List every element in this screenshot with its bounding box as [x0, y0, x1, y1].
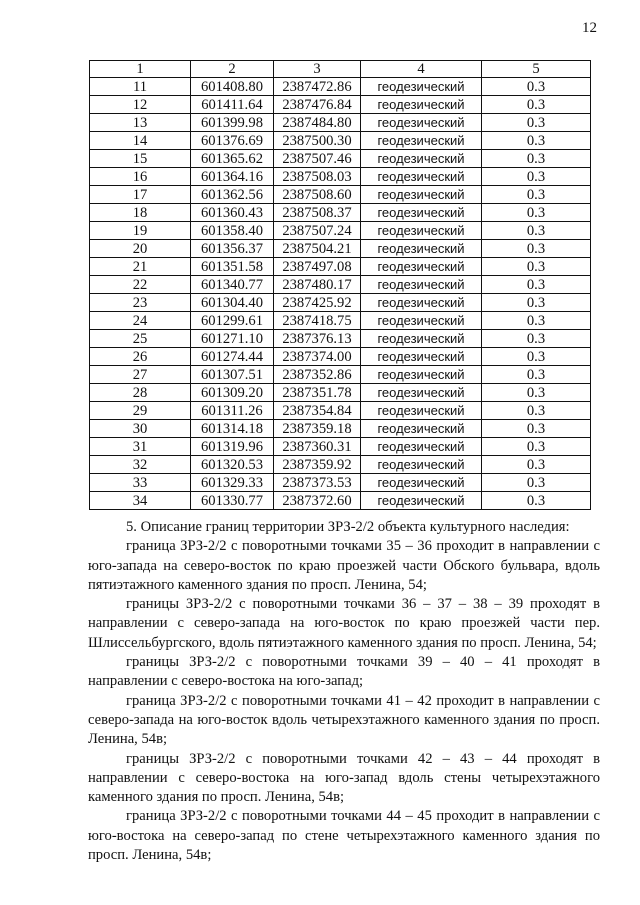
cell-point: 13	[90, 114, 191, 132]
cell-x: 601408.80	[191, 78, 274, 96]
cell-accuracy: 0.3	[482, 474, 591, 492]
cell-accuracy: 0.3	[482, 240, 591, 258]
cell-method: геодезический	[361, 150, 482, 168]
cell-x: 601360.43	[191, 204, 274, 222]
table-row	[90, 240, 591, 258]
paragraph: граница ЗРЗ-2/2 с поворотными точками 35 – 36 проходит в направлении с юго-запада на северо-восток по краю проезжей части Обского бульвара, вдоль пятиэтажного каменного здания по просп. Ленина, 54;	[88, 538, 600, 593]
cell-x: 601329.33	[191, 474, 274, 492]
cell-x: 601319.96	[191, 438, 274, 456]
cell-point: 11	[90, 78, 191, 96]
table-row	[90, 348, 591, 366]
cell-method: геодезический	[361, 312, 482, 330]
cell-accuracy: 0.3	[482, 456, 591, 474]
cell-y: 2387351.78	[274, 384, 361, 402]
cell-method: геодезический	[361, 420, 482, 438]
cell-point: 14	[90, 132, 191, 150]
cell-x: 601311.26	[191, 402, 274, 420]
cell-method: геодезический	[361, 366, 482, 384]
cell-accuracy: 0.3	[482, 366, 591, 384]
cell-point: 22	[90, 276, 191, 294]
cell-y: 2387359.18	[274, 420, 361, 438]
section-text	[88, 518, 600, 865]
cell-point: 28	[90, 384, 191, 402]
table-row	[90, 168, 591, 186]
cell-y: 2387500.30	[274, 132, 361, 150]
cell-point: 25	[90, 330, 191, 348]
cell-y: 2387504.21	[274, 240, 361, 258]
cell-y: 2387352.86	[274, 366, 361, 384]
col-header-x: 2	[191, 61, 274, 78]
page-number: 12	[582, 20, 597, 36]
table-row	[90, 204, 591, 222]
cell-accuracy: 0.3	[482, 258, 591, 276]
cell-x: 601411.64	[191, 96, 274, 114]
cell-point: 34	[90, 492, 191, 510]
cell-x: 601356.37	[191, 240, 274, 258]
cell-method: геодезический	[361, 294, 482, 312]
cell-accuracy: 0.3	[482, 348, 591, 366]
cell-method: геодезический	[361, 456, 482, 474]
table-row	[90, 294, 591, 312]
cell-y: 2387360.31	[274, 438, 361, 456]
cell-y: 2387497.08	[274, 258, 361, 276]
cell-accuracy: 0.3	[482, 132, 591, 150]
table-row	[90, 96, 591, 114]
table-row	[90, 312, 591, 330]
table-row	[90, 186, 591, 204]
cell-point: 31	[90, 438, 191, 456]
paragraph: границы ЗРЗ-2/2 с поворотными точками 36 – 37 – 38 – 39 проходят в направлении с северо-запада на юго-восток по краю проезжей части пер. Шлиссельбургского, вдоль пятиэтажного каменного здания по просп. Ленина, 54;	[88, 596, 600, 651]
cell-point: 15	[90, 150, 191, 168]
cell-point: 27	[90, 366, 191, 384]
cell-accuracy: 0.3	[482, 276, 591, 294]
cell-method: геодезический	[361, 492, 482, 510]
cell-y: 2387508.37	[274, 204, 361, 222]
table-row	[90, 132, 591, 150]
paragraph: граница ЗРЗ-2/2 с поворотными точками 41 – 42 проходит в направлении с северо-запада на юго-восток вдоль четырехэтажного каменного здания по просп. Ленина, 54в;	[88, 692, 600, 748]
cell-accuracy: 0.3	[482, 330, 591, 348]
cell-point: 18	[90, 204, 191, 222]
cell-x: 601299.61	[191, 312, 274, 330]
cell-accuracy: 0.3	[482, 78, 591, 96]
cell-x: 601330.77	[191, 492, 274, 510]
cell-y: 2387359.92	[274, 456, 361, 474]
table-row	[90, 420, 591, 438]
cell-accuracy: 0.3	[482, 312, 591, 330]
cell-x: 601340.77	[191, 276, 274, 294]
cell-x: 601358.40	[191, 222, 274, 240]
cell-point: 29	[90, 402, 191, 420]
cell-y: 2387472.86	[274, 78, 361, 96]
cell-point: 30	[90, 420, 191, 438]
cell-method: геодезический	[361, 114, 482, 132]
cell-y: 2387425.92	[274, 294, 361, 312]
cell-point: 23	[90, 294, 191, 312]
table-row	[90, 330, 591, 348]
cell-accuracy: 0.3	[482, 438, 591, 456]
table-row	[90, 474, 591, 492]
cell-point: 12	[90, 96, 191, 114]
cell-x: 601274.44	[191, 348, 274, 366]
cell-method: геодезический	[361, 204, 482, 222]
cell-accuracy: 0.3	[482, 294, 591, 312]
cell-x: 601365.62	[191, 150, 274, 168]
table-row	[90, 78, 591, 96]
cell-x: 601320.53	[191, 456, 274, 474]
table-body	[90, 78, 591, 510]
section-heading: 5. Описание границ территории ЗРЗ-2/2 объекта культурного наследия:	[126, 519, 570, 535]
cell-accuracy: 0.3	[482, 222, 591, 240]
cell-point: 32	[90, 456, 191, 474]
cell-point: 26	[90, 348, 191, 366]
cell-x: 601309.20	[191, 384, 274, 402]
table-row	[90, 366, 591, 384]
cell-x: 601364.16	[191, 168, 274, 186]
table-row	[90, 150, 591, 168]
table-header-row	[90, 61, 591, 78]
cell-x: 601362.56	[191, 186, 274, 204]
col-header-accuracy: 5	[482, 61, 591, 78]
table-row	[90, 258, 591, 276]
col-header-point: 1	[90, 61, 191, 78]
cell-method: геодезический	[361, 348, 482, 366]
col-header-y: 3	[274, 61, 361, 78]
cell-y: 2387507.24	[274, 222, 361, 240]
cell-accuracy: 0.3	[482, 114, 591, 132]
cell-point: 20	[90, 240, 191, 258]
cell-method: геодезический	[361, 96, 482, 114]
cell-x: 601271.10	[191, 330, 274, 348]
cell-method: геодезический	[361, 78, 482, 96]
cell-point: 21	[90, 258, 191, 276]
cell-method: геодезический	[361, 258, 482, 276]
cell-y: 2387418.75	[274, 312, 361, 330]
cell-x: 601399.98	[191, 114, 274, 132]
cell-y: 2387373.53	[274, 474, 361, 492]
cell-y: 2387507.46	[274, 150, 361, 168]
cell-y: 2387376.13	[274, 330, 361, 348]
cell-accuracy: 0.3	[482, 384, 591, 402]
table-row	[90, 402, 591, 420]
cell-y: 2387508.60	[274, 186, 361, 204]
cell-method: геодезический	[361, 240, 482, 258]
cell-accuracy: 0.3	[482, 96, 591, 114]
cell-method: геодезический	[361, 330, 482, 348]
cell-point: 19	[90, 222, 191, 240]
table-row	[90, 222, 591, 240]
cell-method: геодезический	[361, 186, 482, 204]
cell-point: 24	[90, 312, 191, 330]
cell-y: 2387508.03	[274, 168, 361, 186]
cell-accuracy: 0.3	[482, 186, 591, 204]
table-row	[90, 276, 591, 294]
cell-method: геодезический	[361, 168, 482, 186]
cell-x: 601376.69	[191, 132, 274, 150]
cell-point: 17	[90, 186, 191, 204]
paragraph: границы ЗРЗ-2/2 с поворотными точками 42 – 43 – 44 проходят в направлении с северо-востока на юго-запад вдоль стены четырехэтажного каменного здания по просп. Ленина, 54в;	[88, 750, 600, 806]
table-row	[90, 114, 591, 132]
cell-accuracy: 0.3	[482, 492, 591, 510]
cell-method: геодезический	[361, 438, 482, 456]
cell-accuracy: 0.3	[482, 420, 591, 438]
table-row	[90, 456, 591, 474]
cell-x: 601351.58	[191, 258, 274, 276]
table-row	[90, 438, 591, 456]
paragraph: граница ЗРЗ-2/2 с поворотными точками 44 – 45 проходит в направлении с юго-востока на северо-запад по стене четырехэтажного каменного здания по просп. Ленина, 54в;	[88, 808, 600, 864]
cell-point: 16	[90, 168, 191, 186]
cell-accuracy: 0.3	[482, 204, 591, 222]
cell-method: геодезический	[361, 222, 482, 240]
cell-method: геодезический	[361, 276, 482, 294]
cell-y: 2387372.60	[274, 492, 361, 510]
cell-method: геодезический	[361, 402, 482, 420]
cell-y: 2387480.17	[274, 276, 361, 294]
cell-x: 601304.40	[191, 294, 274, 312]
coordinates-table	[89, 60, 591, 510]
cell-method: геодезический	[361, 474, 482, 492]
cell-method: геодезический	[361, 132, 482, 150]
cell-y: 2387476.84	[274, 96, 361, 114]
cell-x: 601314.18	[191, 420, 274, 438]
cell-x: 601307.51	[191, 366, 274, 384]
col-header-method: 4	[361, 61, 482, 78]
cell-accuracy: 0.3	[482, 150, 591, 168]
table-row	[90, 492, 591, 510]
cell-accuracy: 0.3	[482, 402, 591, 420]
cell-point: 33	[90, 474, 191, 492]
cell-y: 2387354.84	[274, 402, 361, 420]
cell-method: геодезический	[361, 384, 482, 402]
cell-accuracy: 0.3	[482, 168, 591, 186]
table-row	[90, 384, 591, 402]
cell-y: 2387374.00	[274, 348, 361, 366]
paragraph: границы ЗРЗ-2/2 с поворотными точками 39 – 40 – 41 проходят в направлении с северо-востока на юго-запад;	[88, 654, 600, 690]
cell-y: 2387484.80	[274, 114, 361, 132]
